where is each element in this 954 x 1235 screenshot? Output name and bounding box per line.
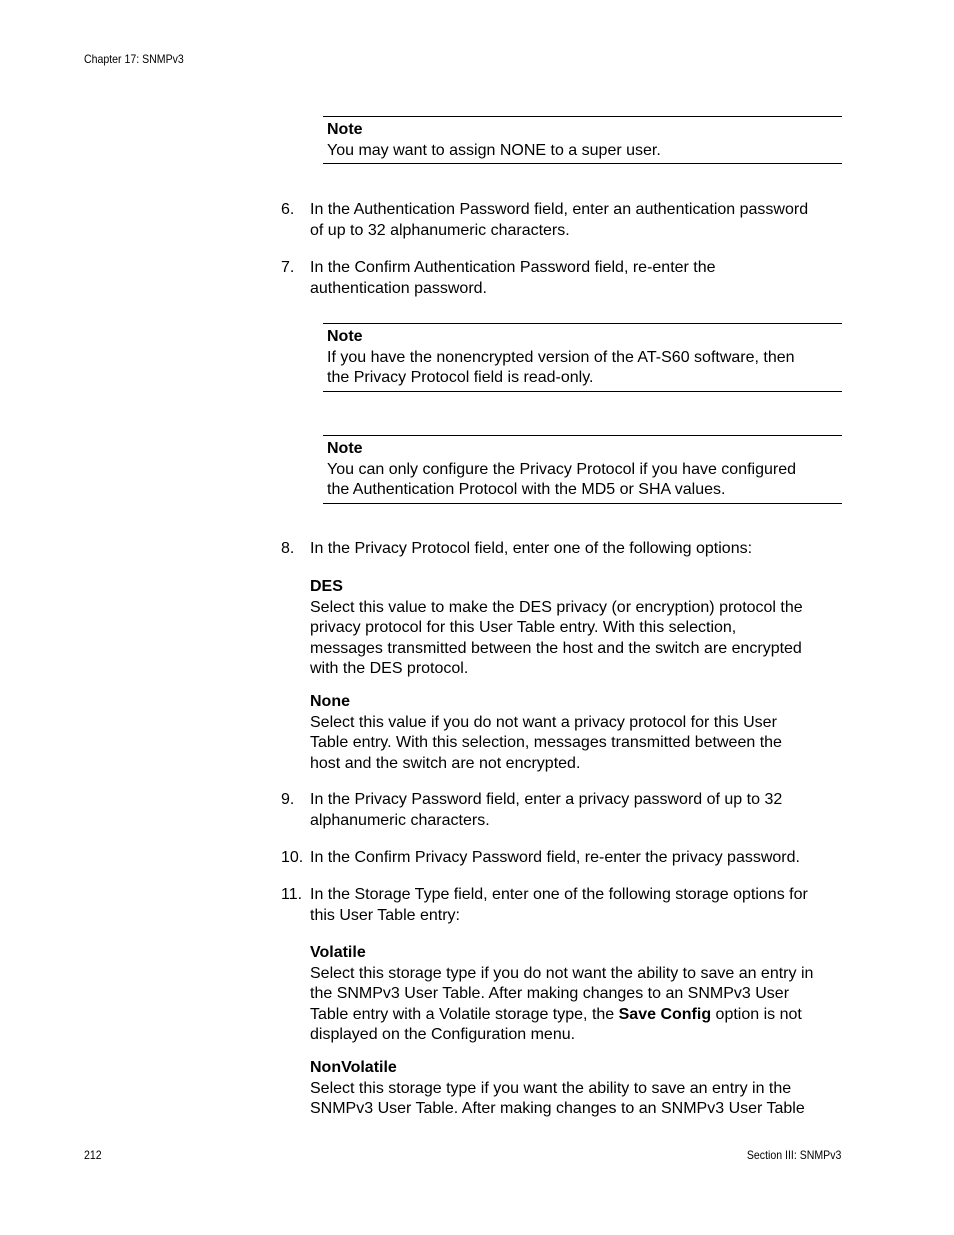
step-line: In the Storage Type field, enter one of the following storage options for [310, 886, 808, 903]
running-header-chapter: Chapter 17: SNMPv3 [84, 52, 184, 66]
option-volatile [310, 943, 842, 1046]
option-line: Select this storage type if you want the ability to save an entry in the [310, 1079, 792, 1097]
note-box [323, 116, 842, 164]
step-text [310, 885, 841, 926]
page-number: 212 [84, 1148, 102, 1162]
step-8 [281, 539, 841, 560]
step-line: alphanumeric characters. [310, 811, 490, 829]
running-footer-section: Section III: SNMPv3 [746, 1148, 841, 1162]
step-line: of up to 32 alphanumeric characters. [310, 221, 570, 239]
step-line: In the Authentication Password field, enter an authentication password [310, 201, 809, 218]
option-text: Table entry with a Volatile storage type, the [310, 1005, 619, 1023]
option-line: Select this value to make the DES privacy (or encryption) protocol the [310, 598, 803, 616]
step-9 [281, 790, 841, 831]
option-text: option is not [711, 1005, 802, 1023]
step-text [310, 539, 841, 560]
step-11 [281, 885, 841, 926]
step-text [310, 258, 841, 299]
note-box [323, 435, 842, 504]
step-number: 7. [281, 259, 295, 276]
step-line: In the Privacy Protocol field, enter one of the following options: [310, 540, 753, 557]
step-line: this User Table entry: [310, 906, 460, 924]
note-box [323, 323, 842, 392]
option-line: Select this storage type if you do not want the ability to save an entry in [310, 964, 814, 982]
step-text [310, 790, 841, 831]
option-des [310, 577, 842, 680]
option-line: with the DES protocol. [310, 660, 469, 677]
step-7 [281, 258, 841, 299]
option-line: Table entry. With this selection, messages transmitted between the [310, 734, 782, 751]
option-nonvolatile [310, 1058, 842, 1120]
step-number: 11. [281, 886, 303, 903]
save-config-label: Save Config [618, 1005, 712, 1023]
note-title: Note [327, 328, 363, 345]
option-line: Select this value if you do not want a privacy protocol for this User [310, 713, 777, 731]
note-text-line: the Authentication Protocol with the MD5 or SHA values. [327, 481, 726, 498]
note-text-line: If you have the nonencrypted version of the AT-S60 software, then [327, 348, 795, 366]
option-line: messages transmitted between the host and the switch are encrypted [310, 639, 802, 657]
step-text [310, 848, 841, 869]
option-title: DES [310, 578, 343, 595]
option-line: the SNMPv3 User Table. After making changes to an SNMPv3 User [310, 985, 790, 1002]
step-line: In the Confirm Privacy Password field, re-enter the privacy password. [310, 849, 800, 866]
step-number: 6. [281, 201, 295, 218]
step-6 [281, 200, 841, 241]
option-title: None [310, 693, 350, 710]
note-text-line: You can only configure the Privacy Protocol if you have configured [327, 460, 797, 478]
step-line: authentication password. [310, 279, 487, 297]
option-none [310, 692, 842, 774]
step-number: 10. [281, 849, 304, 866]
option-line: displayed on the Configuration menu. [310, 1026, 576, 1043]
note-title: Note [327, 440, 363, 457]
note-title: Note [327, 121, 363, 138]
option-line: privacy protocol for this User Table entry. With this selection, [310, 619, 737, 636]
step-text [310, 200, 841, 241]
note-text: You may want to assign NONE to a super user. [327, 141, 661, 159]
note-text-line: the Privacy Protocol field is read-only. [327, 369, 594, 386]
option-line: host and the switch are not encrypted. [310, 754, 581, 772]
option-title: Volatile [310, 944, 366, 961]
step-line: In the Privacy Password field, enter a privacy password of up to 32 [310, 791, 783, 808]
option-line [310, 1005, 842, 1026]
step-number: 8. [281, 540, 295, 557]
option-title: NonVolatile [310, 1059, 397, 1076]
option-line: SNMPv3 User Table. After making changes to an SNMPv3 User Table [310, 1100, 805, 1117]
step-10 [281, 848, 841, 869]
step-number: 9. [281, 791, 295, 808]
step-line: In the Confirm Authentication Password field, re-enter the [310, 259, 716, 276]
